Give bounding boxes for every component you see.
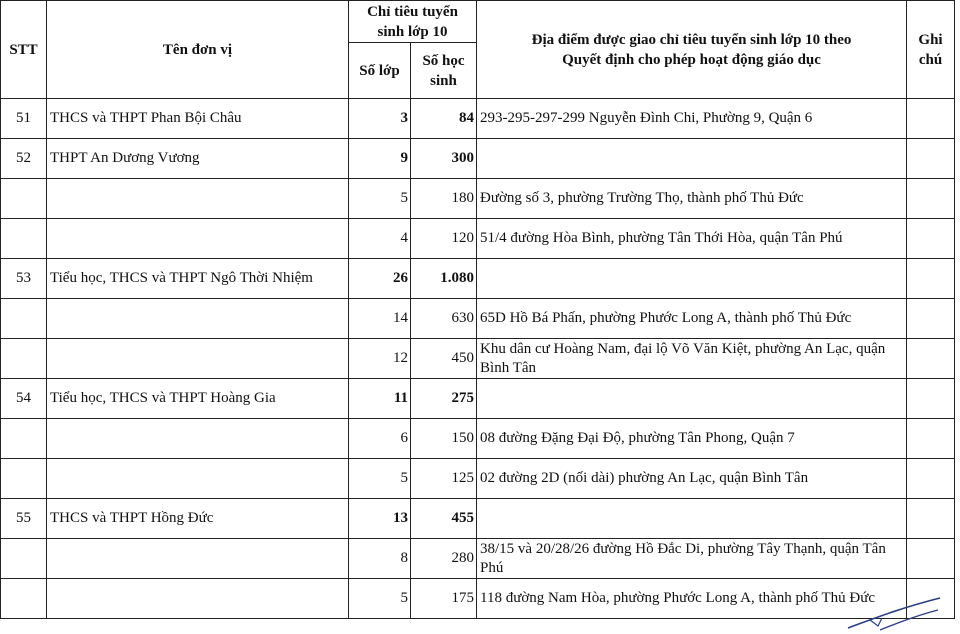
header-unit-name: Tên đơn vị [47, 1, 349, 99]
row-num-classes: 14 [349, 299, 411, 339]
row-unit-name [47, 339, 349, 379]
row-num-classes: 11 [349, 379, 411, 419]
row-num-students: 120 [411, 219, 477, 259]
table-row [1, 179, 955, 219]
row-stt: 52 [1, 139, 47, 179]
row-address [477, 379, 907, 419]
row-num-classes: 5 [349, 579, 411, 619]
table-row [1, 299, 955, 339]
row-num-students: 630 [411, 299, 477, 339]
row-note [907, 299, 955, 339]
row-note [907, 499, 955, 539]
table-row [1, 139, 955, 179]
header-quota-group: Chỉ tiêu tuyển sinh lớp 10 [349, 1, 477, 43]
row-unit-name [47, 419, 349, 459]
table-row [1, 579, 955, 619]
row-address [477, 499, 907, 539]
row-address: 293-295-297-299 Nguyễn Đình Chi, Phường 9, Quận 6 [477, 99, 907, 139]
row-address: 118 đường Nam Hòa, phường Phước Long A, thành phố Thủ Đức [477, 579, 907, 619]
row-unit-name [47, 179, 349, 219]
row-stt [1, 539, 47, 579]
row-unit-name [47, 299, 349, 339]
row-num-students: 150 [411, 419, 477, 459]
row-note [907, 179, 955, 219]
header-num-classes: Số lớp [349, 43, 411, 99]
row-num-classes: 13 [349, 499, 411, 539]
row-num-students: 1.080 [411, 259, 477, 299]
table-row [1, 539, 955, 579]
row-num-classes: 6 [349, 419, 411, 459]
row-address [477, 139, 907, 179]
row-num-students: 450 [411, 339, 477, 379]
table-row [1, 219, 955, 259]
row-num-classes: 26 [349, 259, 411, 299]
row-stt [1, 579, 47, 619]
row-address: 38/15 và 20/28/26 đường Hồ Đắc Di, phường Tây Thạnh, quận Tân Phú [477, 539, 907, 579]
row-stt: 53 [1, 259, 47, 299]
header-stt: STT [1, 1, 47, 99]
row-stt: 55 [1, 499, 47, 539]
row-unit-name [47, 579, 349, 619]
row-num-students: 125 [411, 459, 477, 499]
table-row [1, 99, 955, 139]
row-stt [1, 179, 47, 219]
row-num-students: 180 [411, 179, 477, 219]
row-address: 08 đường Đặng Đại Độ, phường Tân Phong, Quận 7 [477, 419, 907, 459]
row-num-classes: 3 [349, 99, 411, 139]
table-row [1, 259, 955, 299]
row-unit-name: THPT An Dương Vương [47, 139, 349, 179]
row-address: 51/4 đường Hòa Bình, phường Tân Thới Hòa, quận Tân Phú [477, 219, 907, 259]
row-address [477, 259, 907, 299]
row-note [907, 99, 955, 139]
row-stt [1, 419, 47, 459]
row-stt: 51 [1, 99, 47, 139]
row-stt [1, 299, 47, 339]
row-num-students: 175 [411, 579, 477, 619]
table-row [1, 459, 955, 499]
row-num-students: 84 [411, 99, 477, 139]
row-address: 65D Hồ Bá Phấn, phường Phước Long A, thành phố Thủ Đức [477, 299, 907, 339]
row-address: 02 đường 2D (nối dài) phường An Lạc, quận Bình Tân [477, 459, 907, 499]
row-num-classes: 5 [349, 459, 411, 499]
row-stt [1, 459, 47, 499]
row-num-students: 300 [411, 139, 477, 179]
header-num-students: Số học sinh [411, 43, 477, 99]
table-row [1, 379, 955, 419]
table-row [1, 419, 955, 459]
table-row [1, 339, 955, 379]
header-note: Ghi chú [907, 1, 955, 99]
row-note [907, 339, 955, 379]
row-unit-name: THCS và THPT Hồng Đức [47, 499, 349, 539]
row-note [907, 219, 955, 259]
table-row [1, 499, 955, 539]
row-num-students: 275 [411, 379, 477, 419]
row-num-classes: 5 [349, 179, 411, 219]
row-num-students: 280 [411, 539, 477, 579]
row-num-classes: 9 [349, 139, 411, 179]
row-unit-name: Tiểu học, THCS và THPT Ngô Thời Nhiệm [47, 259, 349, 299]
row-address: Khu dân cư Hoàng Nam, đại lộ Võ Văn Kiệt, phường An Lạc, quận Bình Tân [477, 339, 907, 379]
signature-mark [840, 590, 950, 634]
row-unit-name [47, 219, 349, 259]
row-num-classes: 8 [349, 539, 411, 579]
row-unit-name [47, 539, 349, 579]
header-location: Địa điểm được giao chỉ tiêu tuyển sinh lớp 10 theo Quyết định cho phép hoạt động giáo dục [477, 1, 907, 99]
row-note [907, 419, 955, 459]
row-note [907, 259, 955, 299]
row-address: Đường số 3, phường Trường Thọ, thành phố Thủ Đức [477, 179, 907, 219]
row-note [907, 379, 955, 419]
row-unit-name [47, 459, 349, 499]
row-note [907, 539, 955, 579]
row-num-students: 455 [411, 499, 477, 539]
row-stt: 54 [1, 379, 47, 419]
row-unit-name: Tiểu học, THCS và THPT Hoàng Gia [47, 379, 349, 419]
row-note [907, 139, 955, 179]
row-stt [1, 219, 47, 259]
row-note [907, 459, 955, 499]
row-stt [1, 339, 47, 379]
row-num-classes: 4 [349, 219, 411, 259]
row-unit-name: THCS và THPT Phan Bội Châu [47, 99, 349, 139]
row-num-classes: 12 [349, 339, 411, 379]
